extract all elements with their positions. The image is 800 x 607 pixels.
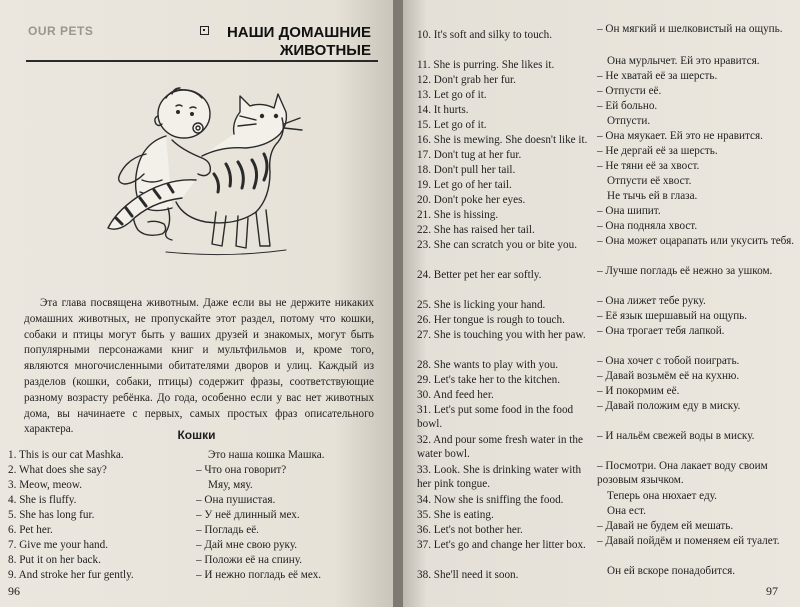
phrase-ru: – Лучше погладь её нежно за ушком. bbox=[597, 265, 773, 277]
phrase-en: 2. What does she say? bbox=[8, 464, 107, 476]
phrase-en: 9. And stroke her fur gently. bbox=[8, 569, 134, 581]
phrase-ru: – И нежно погладь её мех. bbox=[196, 569, 322, 581]
phrase-en: 15. Let go of it. bbox=[417, 119, 487, 131]
phrase-en: 34. Now she is sniffing the food. bbox=[417, 494, 564, 506]
right-page bbox=[403, 0, 800, 607]
phrase-en: 19. Let go of her tail. bbox=[417, 179, 512, 191]
intro-paragraph: Эта глава посвящена животным. Даже если вы не держите никаких домашних животных, не пропускайте этот раздел, потому что кошки, собаки и птицы могут быть у ваших друзей и знакомых, могут быть популярными персонажами книг и мультфильмов и, кроме того, являются многочисленными обитателями дворов и улиц. Каждый из разделов (кошки, собаки, птицы) содержит фразы, соответствующие разному возрасту ребёнка. До года, особенно если у вас нет животных дома, вы начинаете с первых, самых простых фраз описательного характера. bbox=[24, 297, 374, 436]
page-number: 97 bbox=[766, 584, 778, 598]
phrase-en: 14. It hurts. bbox=[417, 104, 469, 116]
phrase-ru: – Она хочет с тобой поиграть. bbox=[597, 355, 740, 367]
phrase-ru: – Она пушистая. bbox=[196, 494, 276, 506]
phrase-ru: – Погладь её. bbox=[196, 524, 259, 536]
baby-and-cat-illustration bbox=[106, 84, 316, 260]
phrase-ru: – Она может оцарапать или укусить тебя. bbox=[597, 235, 795, 247]
phrase-ru: – Она шипит. bbox=[597, 205, 661, 217]
phrase-ru: Отпусти её хвост. bbox=[607, 175, 692, 187]
square-bullet-icon bbox=[200, 26, 209, 35]
phrase-en: 10. It's soft and silky to touch. bbox=[417, 29, 553, 41]
phrase-en: 18. Don't pull her tail. bbox=[417, 164, 516, 176]
chapter-title-line-1: НАШИ ДОМАШНИЕ bbox=[226, 24, 371, 41]
title-rule bbox=[26, 60, 378, 62]
phrase-ru: – Не тяни её за хвост. bbox=[597, 160, 700, 172]
left-page bbox=[0, 0, 393, 607]
phrase-en: 4. She is fluffy. bbox=[8, 494, 77, 506]
phrase-ru: – Дай мне свою руку. bbox=[196, 539, 298, 551]
phrase-ru: – Что она говорит? bbox=[196, 464, 287, 476]
phrase-ru: – Её язык шершавый на ощупь. bbox=[597, 310, 748, 322]
phrase-en: 6. Pet her. bbox=[8, 524, 53, 536]
subheading-cats: Кошки bbox=[177, 428, 216, 442]
phrase-en: 7. Give me your hand. bbox=[8, 539, 109, 551]
phrase-ru: – Не дергай её за шерсть. bbox=[597, 145, 718, 157]
phrase-en: 36. Let's not bother her. bbox=[417, 524, 523, 536]
phrase-en: 28. She wants to play with you. bbox=[417, 359, 559, 371]
phrase-ru: – Она лижет тебе руку. bbox=[597, 295, 706, 307]
phrase-en: 22. She has raised her tail. bbox=[417, 224, 535, 236]
phrase-ru: – Посмотри. Она лакает воду своим розовым язычком. bbox=[597, 460, 768, 486]
phrase-en: 31. Let's put some food in the food bowl. bbox=[417, 404, 574, 430]
phrase-ru: Теперь она нюхает еду. bbox=[607, 490, 717, 502]
phrase-ru: – У неё длинный мех. bbox=[196, 509, 300, 521]
page-number: 96 bbox=[8, 584, 20, 598]
phrase-ru: – Давай пойдём и поменяем ей туалет. bbox=[597, 535, 780, 547]
phrase-ru: – Она подняла хвост. bbox=[597, 220, 698, 232]
phrase-en: 24. Better pet her ear softly. bbox=[417, 269, 542, 281]
chapter-title bbox=[227, 24, 371, 60]
phrase-en: 29. Let's take her to the kitchen. bbox=[417, 374, 561, 386]
phrase-ru: Он ей вскоре понадобится. bbox=[607, 565, 736, 577]
phrase-en: 37. Let's go and change her litter box. bbox=[417, 539, 586, 551]
phrase-ru: – Положи её на спину. bbox=[196, 554, 303, 566]
phrase-en: 3. Meow, meow. bbox=[8, 479, 83, 491]
phrase-ru: – Отпусти её. bbox=[597, 85, 662, 97]
phrase-ru: – Он мягкий и шелковистый на ощупь. bbox=[597, 23, 783, 35]
phrase-en: 1. This is our cat Mashka. bbox=[8, 449, 124, 461]
phrase-ru: Не тычь ей в глаза. bbox=[607, 190, 698, 202]
phrase-en: 16. She is mewing. She doesn't like it. bbox=[417, 134, 588, 146]
phrase-en: 21. She is hissing. bbox=[417, 209, 499, 221]
phrase-en: 27. She is touching you with her paw. bbox=[417, 329, 586, 341]
phrase-ru: Мяу, мяу. bbox=[208, 479, 253, 491]
phrase-ru: Она мурлычет. Ей это нравится. bbox=[607, 55, 760, 67]
phrase-en: 12. Don't grab her fur. bbox=[417, 74, 516, 86]
phrase-en: 38. She'll need it soon. bbox=[417, 569, 519, 581]
phrase-en: 17. Don't tug at her fur. bbox=[417, 149, 522, 161]
phrase-en: 25. She is licking your hand. bbox=[417, 299, 546, 311]
phrase-ru: – И нальём свежей воды в миску. bbox=[597, 430, 755, 442]
chapter-title-line-2: ЖИВОТНЫЕ bbox=[279, 42, 371, 59]
phrase-en: 26. Her tongue is rough to touch. bbox=[417, 314, 565, 326]
phrase-en: 35. She is eating. bbox=[417, 509, 494, 521]
phrase-en: 30. And feed her. bbox=[417, 389, 494, 401]
phrase-ru: – Она трогает тебя лапкой. bbox=[597, 325, 725, 337]
phrase-en: 8. Put it on her back. bbox=[8, 554, 101, 566]
phrase-ru: – И покормим её. bbox=[597, 385, 680, 397]
phrase-en: 23. She can scratch you or bite you. bbox=[417, 239, 578, 251]
phrase-ru: Отпусти. bbox=[607, 115, 651, 127]
phrase-ru: – Она мяукает. Ей это не нравится. bbox=[597, 130, 763, 142]
phrase-en: 5. She has long fur. bbox=[8, 509, 95, 521]
phrase-ru: – Давай не будем ей мешать. bbox=[597, 520, 734, 532]
section-tag: OUR PETS bbox=[28, 24, 94, 38]
phrase-en: 11. She is purring. She likes it. bbox=[417, 59, 555, 71]
phrase-en: 32. And pour some fresh water in the water bowl. bbox=[417, 434, 583, 460]
phrase-ru: – Ей больно. bbox=[597, 100, 658, 112]
phrase-ru: – Давай положим еду в миску. bbox=[597, 400, 741, 412]
book-gutter bbox=[393, 0, 403, 607]
phrase-en: 20. Don't poke her eyes. bbox=[417, 194, 526, 206]
phrase-ru: Она ест. bbox=[607, 505, 646, 517]
phrase-ru: Это наша кошка Машка. bbox=[208, 449, 325, 461]
phrase-en: 13. Let go of it. bbox=[417, 89, 487, 101]
phrase-ru: – Давай возьмём её на кухню. bbox=[597, 370, 740, 382]
phrase-en: 33. Look. She is drinking water with her pink tongue. bbox=[417, 464, 582, 490]
phrase-ru: – Не хватай её за шерсть. bbox=[597, 70, 718, 82]
